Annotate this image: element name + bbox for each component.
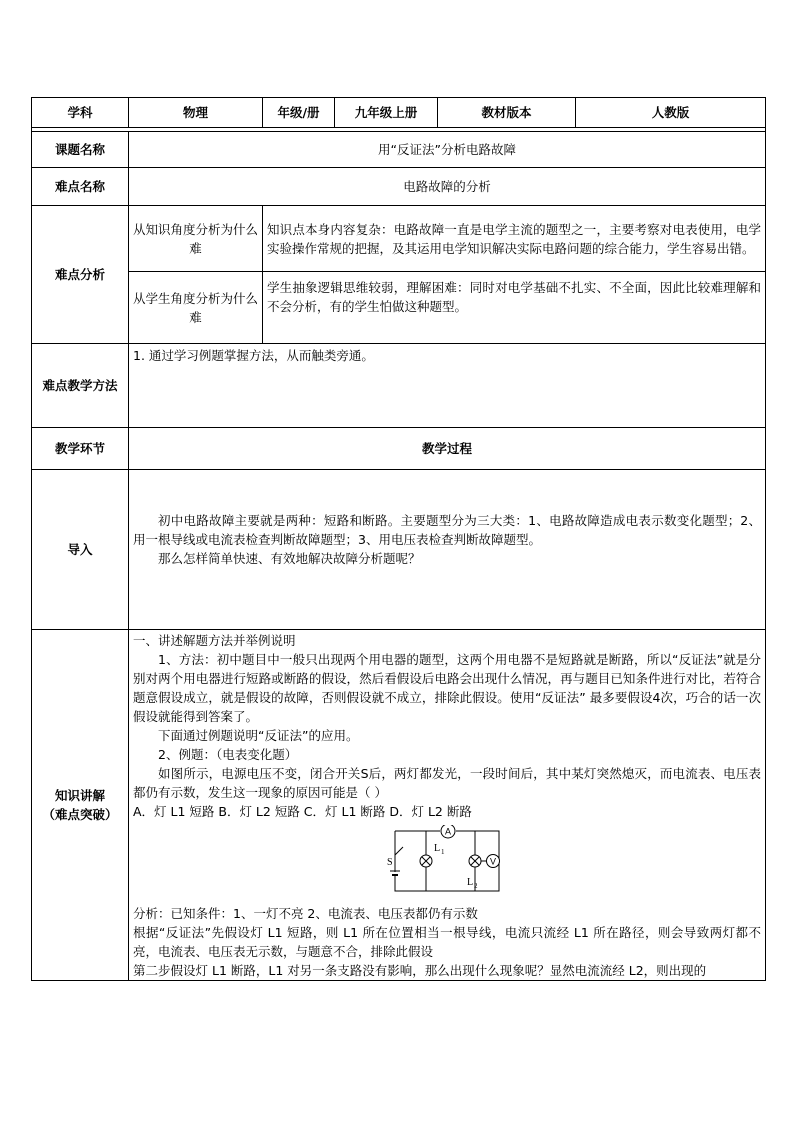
subject-label: 学科	[32, 98, 129, 128]
example-text: 如图所示，电源电压不变，闭合开关S后，两灯都发光，一段时间后，其中某灯突然熄灭，而电流表、电压表都仍有示数，发生这一现象的原因可能是（ ）	[133, 766, 761, 800]
analysis-line-3: 第二步假设灯 L1 断路，L1 对另一条支路没有影响，那么出现什么现象呢？显然电流流经 L2，则出现的	[133, 963, 707, 978]
knowledge-row	[32, 630, 766, 981]
circuit-diagram	[133, 821, 761, 904]
lamp-l1-icon	[420, 855, 432, 867]
teaching-method-text: 1. 通过学习例题掌握方法，从而触类旁通。	[129, 344, 766, 428]
grade-value: 九年级上册	[335, 98, 438, 128]
ammeter-label: A	[444, 826, 452, 837]
lamp-l2-icon	[469, 855, 481, 867]
intro-row	[32, 470, 766, 630]
knowledge-heading: 一、讲述解题方法并举例说明	[133, 633, 296, 648]
lamp-l2-label: L	[467, 877, 474, 888]
header-row	[32, 98, 766, 128]
voltmeter-label: V	[489, 856, 497, 867]
difficulty-student-row	[32, 272, 766, 344]
difficulty-analysis-label: 难点分析	[32, 206, 129, 344]
difficulty-name-label: 难点名称	[32, 168, 129, 206]
process-header-label: 教学环节	[32, 428, 129, 470]
intro-paragraph-2: 那么怎样简单快速、有效地解决故障分析题呢？	[158, 551, 421, 566]
teaching-method-label: 难点教学方法	[32, 344, 129, 428]
intro-content	[129, 470, 766, 630]
subject-value: 物理	[129, 98, 263, 128]
difficulty-knowledge-row	[32, 206, 766, 272]
lamp-l1-label: L	[434, 843, 441, 854]
knowledge-content	[129, 630, 766, 981]
edition-label: 教材版本	[438, 98, 576, 128]
lesson-name-value: 用“反证法”分析电路故障	[129, 132, 766, 168]
answer-options: A．灯 L1 短路 B．灯 L2 短路 C．灯 L1 断路 D．灯 L2 断路	[133, 804, 472, 819]
knowledge-label-sub: （难点突破）	[42, 807, 118, 822]
process-header-row	[32, 428, 766, 470]
analysis-line-1: 分析：已知条件：1、一灯不亮 2、电流表、电压表都仍有示数	[133, 906, 478, 921]
lesson-plan-table	[31, 97, 766, 981]
example-title: 2、例题：（电表变化题）	[158, 747, 298, 762]
lamp-l2-sub: 2	[474, 882, 478, 890]
following-paragraph: 下面通过例题说明“反证法”的应用。	[158, 728, 359, 743]
analysis-line-2: 根据“反证法”先假设灯 L1 短路，则 L1 所在位置相当一根导线，电流只流经 L1 所在路径，则会导致两灯都不亮，电流表、电压表无示数，与题意不合，排除此假设	[133, 925, 761, 959]
grade-label: 年级/册	[263, 98, 335, 128]
knowledge-angle-label: 从知识角度分析为什么难	[129, 206, 263, 272]
knowledge-angle-text: 知识点本身内容复杂：电路故障一直是电学主流的题型之一，主要考察对电表使用，电学实验操作常规的把握，及其运用电学知识解决实际电路问题的综合能力，学生容易出错。	[263, 206, 766, 272]
lamp-l1-sub: 1	[441, 848, 445, 856]
edition-value: 人教版	[576, 98, 766, 128]
circuit-svg	[387, 825, 507, 897]
switch-label: S	[387, 857, 393, 868]
difficulty-name-row	[32, 168, 766, 206]
intro-label: 导入	[32, 470, 129, 630]
student-angle-text: 学生抽象逻辑思维较弱，理解困难：同时对电学基础不扎实、不全面，因此比较难理解和不会分析，有的学生怕做这种题型。	[263, 272, 766, 344]
intro-paragraph-1: 初中电路故障主要就是两种：短路和断路。主要题型分为三大类：1、电路故障造成电表示数变化题型；2、用一根导线或电流表检查判断故障题型；3、用电压表检查判断故障题型。	[133, 513, 761, 547]
process-header-value: 教学过程	[129, 428, 766, 470]
student-angle-label: 从学生角度分析为什么难	[129, 272, 263, 344]
lesson-name-label: 课题名称	[32, 132, 129, 168]
knowledge-label: 知识讲解	[54, 788, 105, 803]
knowledge-label-cell	[32, 630, 129, 981]
method-paragraph: 1、方法：初中题目中一般只出现两个用电器的题型，这两个用电器不是短路就是断路，所以“反证法”就是分别对两个用电器进行短路或断路的假设，然后看假设后电路会出现什么情况，再与题目已知条件进行对比，若符合题意假设成立，就是假设的故障，否则假设就不成立，排除此假设。使用“反证法” 最多要假设4次，巧合的话一次假设就能得到答案了。	[133, 652, 761, 724]
teaching-method-row	[32, 344, 766, 428]
lesson-name-row	[32, 132, 766, 168]
difficulty-name-value: 电路故障的分析	[129, 168, 766, 206]
